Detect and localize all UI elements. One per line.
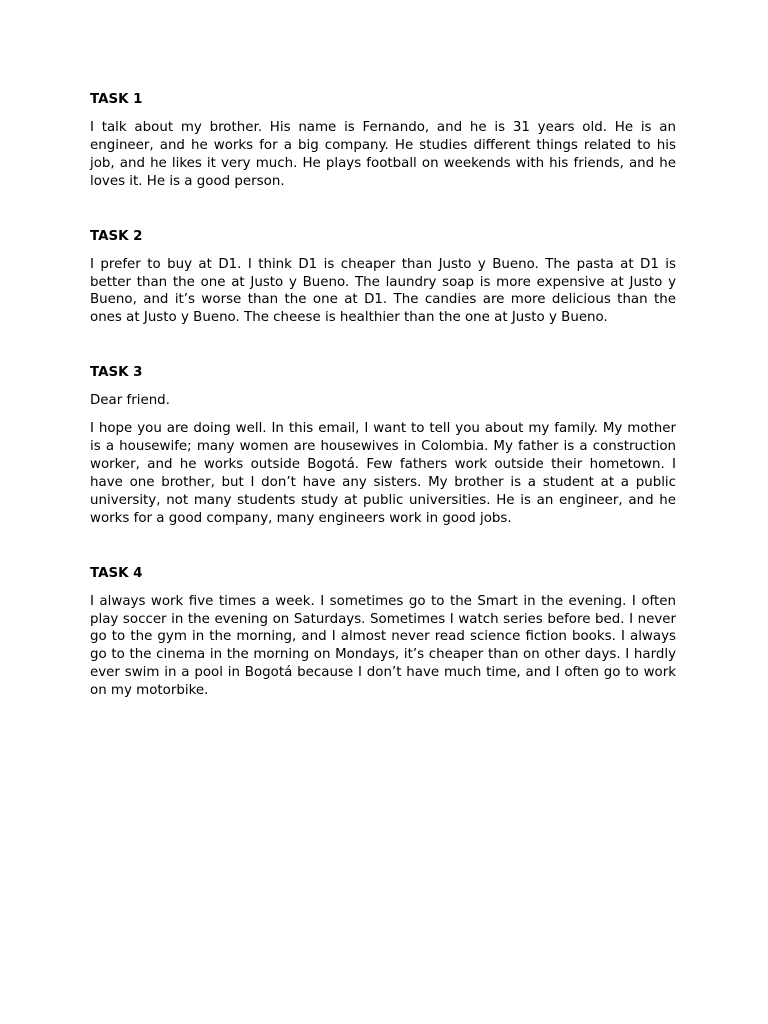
section-spacer [90, 337, 676, 364]
task-4-paragraph: I always work five times a week. I sometimes go to the Smart in the evening. I often play soccer in the evening on Saturdays. Sometimes I watch series before bed. I never go to the gym in the morning, and I almost never read science fiction books. I always go to the cinema in the morning on Mondays, it’s cheaper than on other days. I hardly ever swim in a pool in Bogotá because I don’t have much time, and I often go to work on my motorbike. [90, 593, 676, 699]
section-spacer [90, 538, 676, 565]
task-1-paragraph: I talk about my brother. His name is Fernando, and he is 31 years old. He is an engineer, and he works for a big company. He studies different things related to his job, and he likes it very much. He plays football on weekends with his friends, and he loves it. He is a good person. [90, 120, 676, 189]
task-3-section [90, 364, 676, 527]
task-1-heading: TASK 1 [90, 92, 143, 107]
task-2-section [90, 228, 676, 328]
task-4-heading: TASK 4 [90, 565, 143, 581]
task-3-heading: TASK 3 [90, 365, 143, 381]
task-2-paragraph: I prefer to buy at D1. I think D1 is cheaper than Justo y Bueno. The pasta at D1 is better than the one at Justo y Bueno. The laundry soap is more expensive at Justo y Bueno, and it’s worse than the one at D1. The candies are more delicious than the ones at Justo y Bueno. The cheese is healthier than the one at Justo y Bueno. [90, 256, 676, 326]
task-3-greeting: Dear friend. [90, 393, 170, 409]
document-page [90, 91, 676, 710]
task-3-paragraph: I hope you are doing well. In this email, I want to tell you about my family. My mother is a housewife; many women are housewives in Colombia. My father is a construction worker, and he works outside Bogotá. Few fathers work outside their hometown. I have one brother, but I don’t have any sisters. My brother is a student at a public university, not many students study at public universities. He is an engineer, and he works for a good company, many engineers work in good jobs. [90, 421, 676, 526]
section-spacer [90, 201, 676, 228]
task-2-heading: TASK 2 [90, 228, 143, 244]
task-1-section [90, 91, 676, 191]
task-4-section [90, 565, 676, 700]
